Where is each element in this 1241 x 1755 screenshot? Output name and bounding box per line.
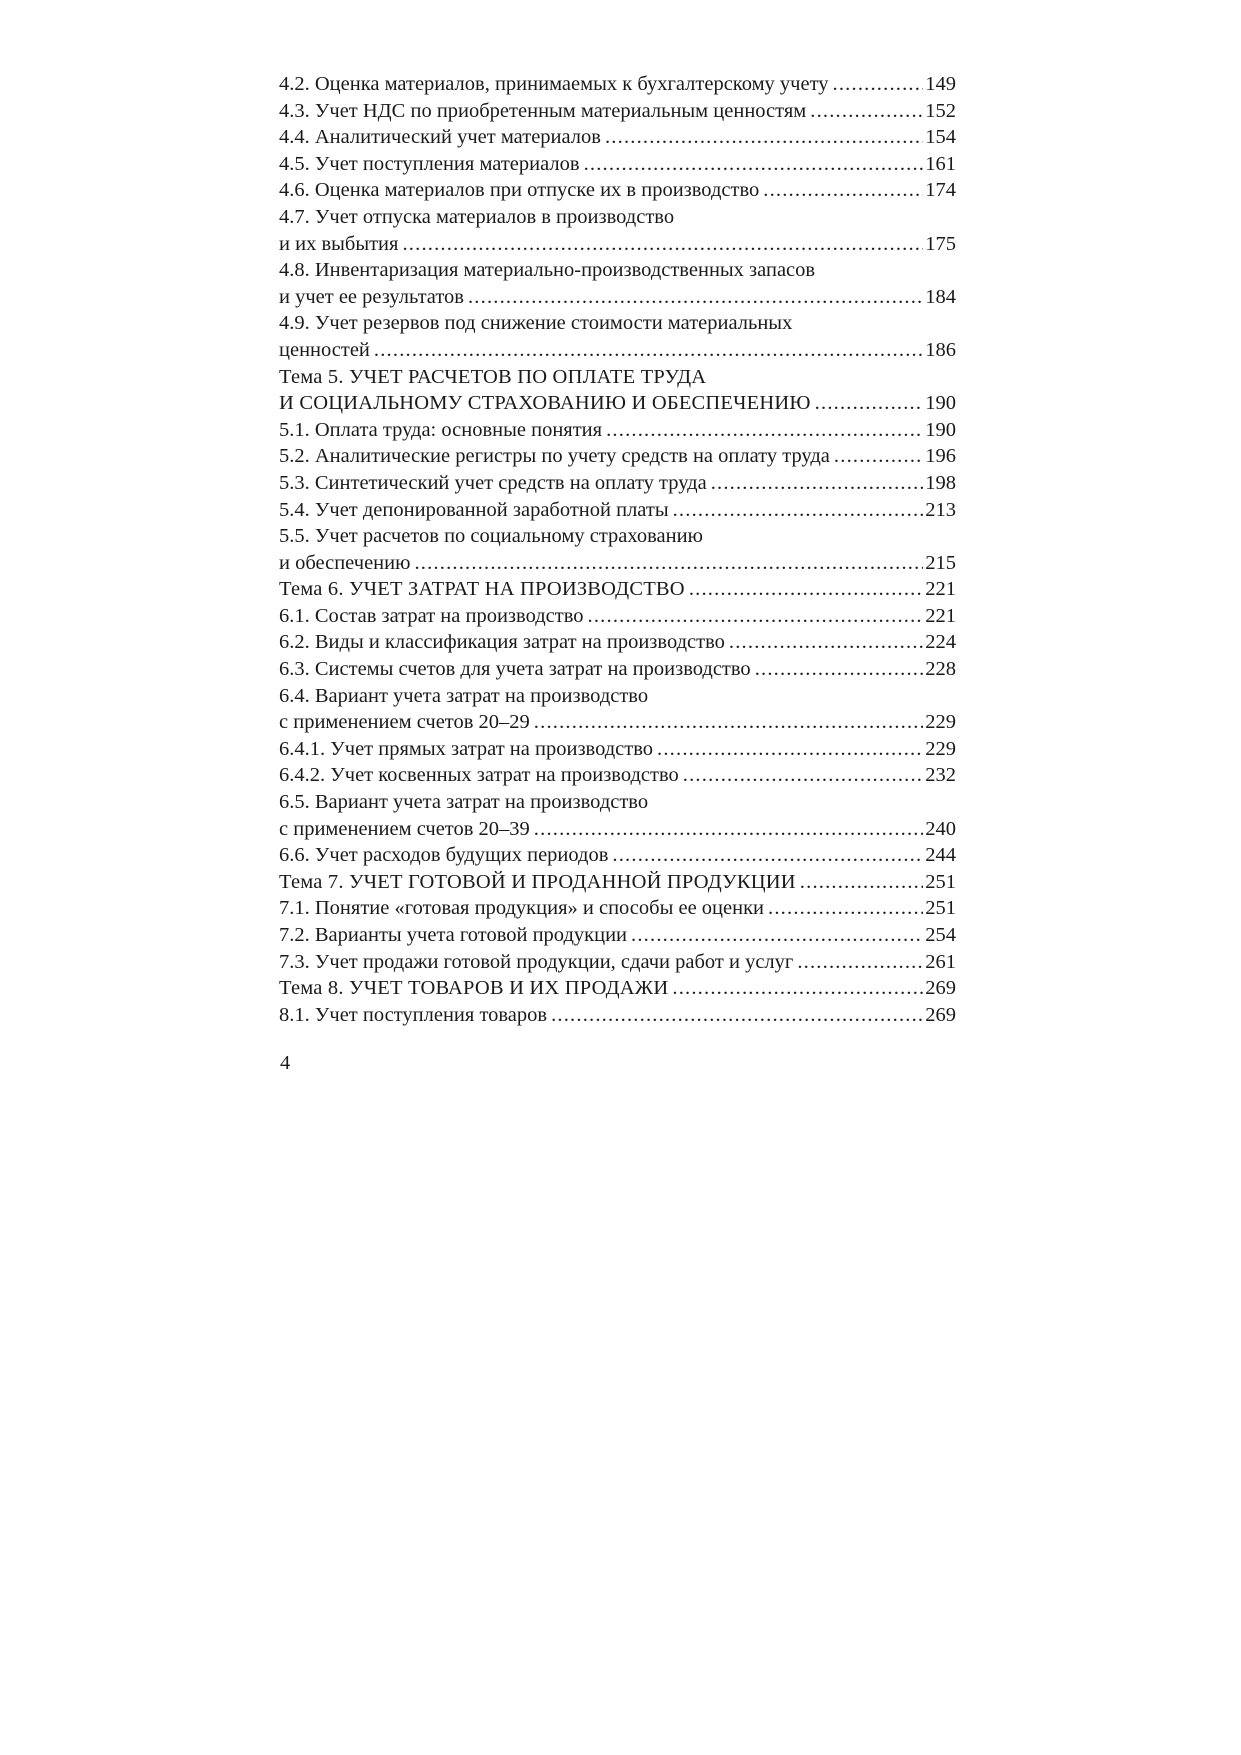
toc-page-number: 154 — [925, 126, 956, 149]
toc-entry-line — [279, 337, 956, 364]
toc-entry-line — [279, 576, 956, 603]
toc-entry-line — [279, 683, 956, 710]
toc-entry[interactable] — [279, 310, 956, 363]
toc-page-number: 251 — [925, 870, 956, 893]
toc-entry-title: 4.6. Оценка материалов при отпуске их в производство — [279, 179, 760, 202]
toc-entry[interactable] — [279, 656, 956, 683]
toc-entry[interactable] — [279, 895, 956, 922]
toc-entry-line — [279, 629, 956, 656]
toc-page-number: 254 — [925, 924, 956, 946]
toc-entry-title: Тема 8. УЧЕТ ТОВАРОВ И ИХ ПРОДАЖИ — [279, 977, 669, 1000]
toc-page-number: 184 — [925, 285, 956, 308]
toc-entry-title: 6.4. Вариант учета затрат на производство — [279, 684, 649, 707]
toc-entry-line — [279, 71, 956, 98]
toc-entry-line — [279, 443, 956, 470]
toc-entry-line — [279, 709, 956, 736]
toc-entry-line — [279, 364, 956, 391]
toc-entry[interactable] — [279, 98, 956, 125]
toc-entry[interactable] — [279, 842, 956, 869]
dot-leader — [834, 443, 923, 470]
toc-entry-title: 5.4. Учет депонированной заработной платы — [279, 498, 669, 521]
dot-leader — [672, 975, 923, 1002]
toc-entry-title: Тема 6. УЧЕТ ЗАТРАТ НА ПРОИЗВОДСТВО — [279, 578, 685, 601]
toc-entry-line — [279, 1002, 956, 1029]
toc-entry-line — [279, 789, 956, 816]
toc-page-number: 221 — [925, 578, 956, 601]
toc-entry-line — [279, 736, 956, 763]
dot-leader — [755, 656, 924, 683]
toc-entry-title: 4.7. Учет отпуска материалов в производство — [279, 205, 675, 228]
toc-page-number: 229 — [925, 711, 956, 734]
toc-page-number: 244 — [925, 844, 956, 867]
dot-leader — [605, 124, 923, 151]
toc-entry-line — [279, 603, 956, 630]
toc-page-number: 213 — [925, 498, 956, 521]
toc-entry[interactable] — [279, 443, 956, 470]
toc-entry[interactable] — [279, 71, 956, 98]
dot-leader — [402, 231, 923, 258]
toc-page-number: 240 — [925, 817, 956, 840]
toc-entry-line — [279, 390, 956, 417]
toc-page-number: 215 — [925, 551, 956, 574]
toc-entry-title: Тема 7. УЧЕТ ГОТОВОЙ И ПРОДАННОЙ ПРОДУКЦИИ — [279, 870, 796, 893]
toc-entry-title: и их выбытия — [279, 232, 399, 255]
toc-entry-line — [279, 975, 956, 1002]
dot-leader — [673, 497, 924, 524]
toc-entry-title: 4.2. Оценка материалов, принимаемых к бухгалтерскому учету — [279, 73, 829, 95]
toc-entry-line — [279, 895, 956, 922]
toc-entry-title: 6.5. Вариант учета затрат на производство — [279, 791, 649, 814]
toc-page-number: 190 — [925, 418, 956, 441]
toc-topic-entry[interactable] — [279, 576, 956, 603]
toc-page-number: 175 — [925, 232, 956, 255]
toc-entry-title: 5.2. Аналитические регистры по учету средств на оплату труда — [279, 445, 830, 468]
dot-leader — [833, 71, 924, 98]
toc-page-number: 149 — [925, 73, 956, 95]
dot-leader — [374, 337, 923, 364]
dot-leader — [683, 762, 923, 789]
toc-entry-line — [279, 124, 956, 151]
toc-entry[interactable] — [279, 257, 956, 310]
toc-entry-line — [279, 470, 956, 497]
toc-entry[interactable] — [279, 177, 956, 204]
toc-page-number: 196 — [925, 445, 956, 468]
toc-entry[interactable] — [279, 683, 956, 736]
toc-entry-line — [279, 523, 956, 550]
toc-entry-line — [279, 231, 956, 258]
toc-page-number: 269 — [925, 977, 956, 1000]
dot-leader — [815, 390, 924, 417]
toc-page-number: 261 — [925, 950, 956, 973]
dot-leader — [584, 151, 924, 178]
toc-entry-title: 6.3. Системы счетов для учета затрат на производство — [279, 658, 751, 681]
toc-entry-title: 6.2. Виды и классификация затрат на производство — [279, 631, 725, 654]
toc-entry-line — [279, 310, 956, 337]
toc-entry-line — [279, 762, 956, 789]
toc-entry-line — [279, 656, 956, 683]
toc-entry-title: 7.3. Учет продажи готовой продукции, сдачи работ и услуг — [279, 950, 794, 973]
dot-leader — [768, 895, 923, 922]
toc-entry-title: 4.3. Учет НДС по приобретенным материальным ценностям — [279, 99, 807, 122]
dot-leader — [763, 177, 923, 204]
toc-entry-title: 5.5. Учет расчетов по социальному страхованию — [279, 525, 703, 548]
toc-entry[interactable] — [279, 922, 956, 949]
toc-entry-title: 4.4. Аналитический учет материалов — [279, 126, 601, 149]
toc-entry-line — [279, 417, 956, 444]
toc-page-number: 269 — [925, 1003, 956, 1026]
toc-entry-line — [279, 869, 956, 896]
toc-page-number: 152 — [925, 99, 956, 122]
toc-topic-entry[interactable] — [279, 869, 956, 896]
toc-entry-line — [279, 98, 956, 125]
toc-entry-title: 6.6. Учет расходов будущих периодов — [279, 844, 609, 867]
dot-leader — [534, 816, 923, 843]
toc-page-number: 161 — [925, 152, 956, 175]
toc-entry[interactable] — [279, 523, 956, 576]
toc-entry-title: И СОЦИАЛЬНОМУ СТРАХОВАНИЮ И ОБЕСПЕЧЕНИЮ — [279, 392, 811, 415]
toc-page-number: 229 — [925, 737, 956, 760]
dot-leader — [468, 284, 923, 311]
toc-entry-line — [279, 550, 956, 577]
toc-entry-title: 4.5. Учет поступления материалов — [279, 152, 580, 175]
dot-leader — [551, 1002, 923, 1029]
toc-entry-line — [279, 177, 956, 204]
dot-leader — [800, 869, 923, 896]
toc-entry-title: 6.4.2. Учет косвенных затрат на производство — [279, 764, 679, 787]
toc-entry-title: Тема 5. УЧЕТ РАСЧЕТОВ ПО ОПЛАТЕ ТРУДА — [279, 365, 707, 388]
toc-entry[interactable] — [279, 124, 956, 151]
toc-entry-title: с применением счетов 20–39 — [279, 817, 530, 840]
toc-entry[interactable] — [279, 603, 956, 630]
toc-page-number: 186 — [925, 338, 956, 361]
toc-entry-title: 7.2. Варианты учета готовой продукции — [279, 924, 628, 946]
toc-topic-entry[interactable] — [279, 975, 956, 1002]
toc-entry-title: 4.8. Инвентаризация материально-производственных запасов — [279, 259, 816, 282]
toc-entry-line — [279, 204, 956, 231]
toc-page-number: 198 — [925, 471, 956, 494]
toc-entry-line — [279, 151, 956, 178]
toc-page-number: 228 — [925, 658, 956, 681]
toc-entry[interactable] — [279, 1002, 956, 1029]
toc-entry-title: 8.1. Учет поступления товаров — [279, 1003, 548, 1026]
toc-entry[interactable] — [279, 629, 956, 656]
toc-entry-title: ценностей — [279, 338, 370, 361]
toc-entry-line — [279, 284, 956, 311]
dot-leader — [711, 470, 924, 497]
dot-leader — [729, 629, 923, 656]
toc-entry[interactable] — [279, 497, 956, 524]
toc-entry-line — [279, 922, 956, 949]
toc-entry-title: и учет ее результатов — [279, 285, 464, 308]
toc-entry-title: 5.3. Синтетический учет средств на оплату труда — [279, 471, 707, 494]
toc-page-number: 174 — [925, 179, 956, 202]
toc-entry-line — [279, 816, 956, 843]
toc-entry[interactable] — [279, 736, 956, 763]
toc-page-number: 251 — [925, 897, 956, 920]
table-of-contents — [279, 71, 956, 1028]
toc-entry[interactable] — [279, 151, 956, 178]
dot-leader — [588, 603, 924, 630]
toc-page-number: 224 — [925, 631, 956, 654]
dot-leader — [612, 842, 923, 869]
toc-entry[interactable] — [279, 789, 956, 842]
page-number: 4 — [280, 1052, 291, 1074]
toc-entry-title: 7.1. Понятие «готовая продукция» и способы ее оценки — [279, 897, 765, 920]
toc-entry-line — [279, 497, 956, 524]
dot-leader — [631, 922, 923, 949]
toc-entry[interactable] — [279, 949, 956, 976]
toc-entry-line — [279, 949, 956, 976]
toc-page-number: 221 — [925, 604, 956, 627]
dot-leader — [414, 550, 923, 577]
toc-entry[interactable] — [279, 417, 956, 444]
toc-entry-title: с применением счетов 20–29 — [279, 711, 530, 734]
toc-entry[interactable] — [279, 470, 956, 497]
toc-entry-title: 4.9. Учет резервов под снижение стоимости материальных — [279, 312, 793, 335]
dot-leader — [797, 949, 923, 976]
toc-entry-line — [279, 257, 956, 284]
dot-leader — [657, 736, 923, 763]
toc-page-number: 190 — [925, 392, 956, 415]
dot-leader — [689, 576, 923, 603]
dot-leader — [606, 417, 923, 444]
toc-topic-entry[interactable] — [279, 364, 956, 417]
toc-entry-title: 6.4.1. Учет прямых затрат на производство — [279, 737, 654, 760]
toc-entry-line — [279, 842, 956, 869]
toc-entry-title: и обеспечению — [279, 551, 411, 574]
dot-leader — [810, 98, 923, 125]
toc-entry-title: 5.1. Оплата труда: основные понятия — [279, 418, 603, 441]
dot-leader — [534, 709, 923, 736]
toc-page-number: 232 — [925, 764, 956, 787]
toc-entry-title: 6.1. Состав затрат на производство — [279, 604, 584, 627]
toc-entry[interactable] — [279, 762, 956, 789]
toc-entry[interactable] — [279, 204, 956, 257]
